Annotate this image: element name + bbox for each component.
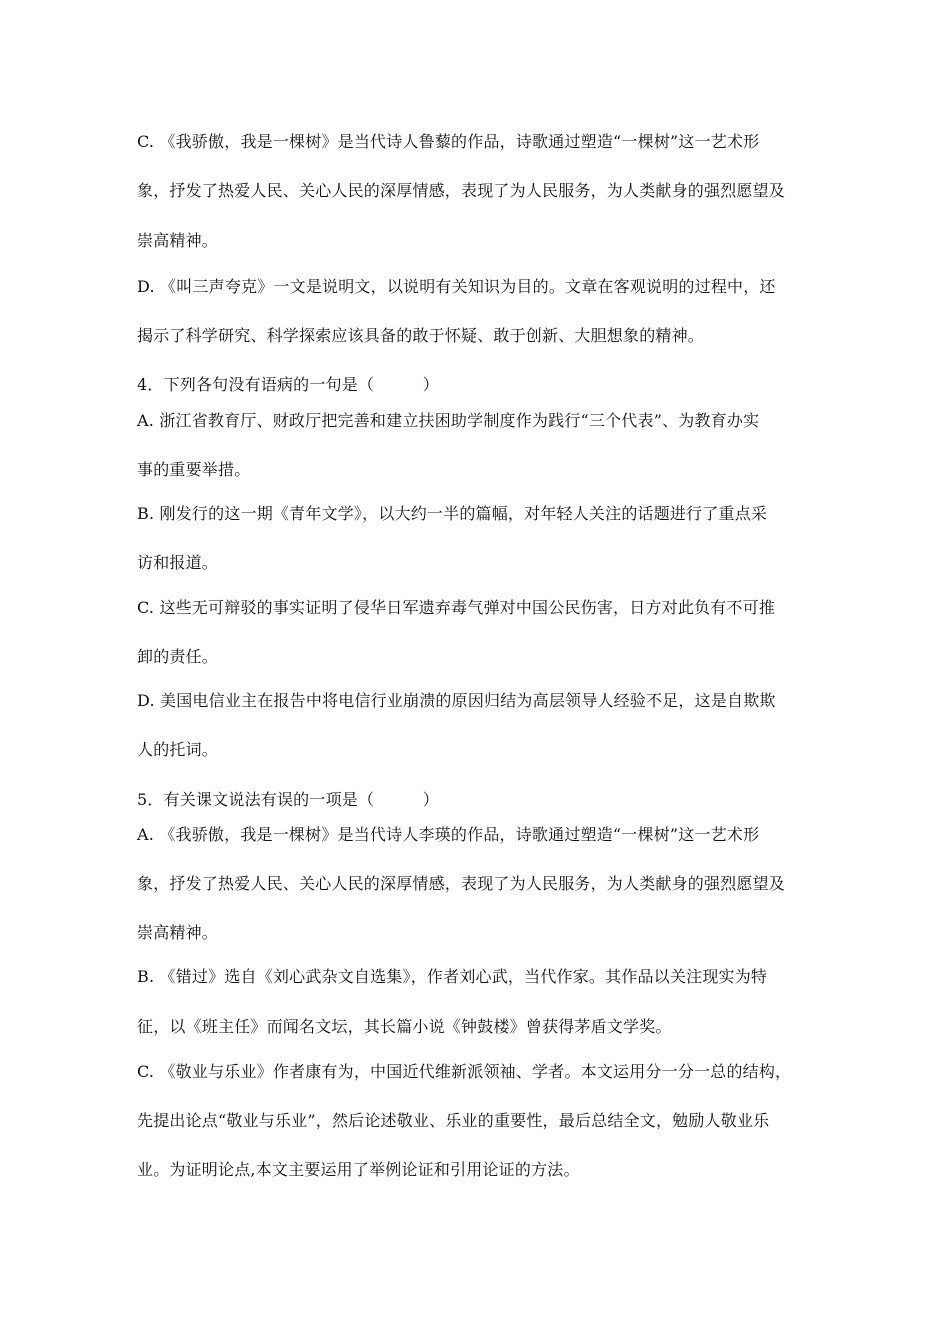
q5-option-c-line-1: C. 《敬业与乐业》作者康有为，中国近代维新派领袖、学者。本文运用分一分一总的结构， <box>137 1062 792 1081</box>
q3-option-c-line-2: 象，抒发了热爱人民、关心人民的深厚情感，表现了为人民服务，为人类献身的强烈愿望及 <box>137 181 786 200</box>
q3-option-c-line-3: 崇高精神。 <box>137 231 219 250</box>
q4-option-b-line-2: 访和报道。 <box>137 553 219 572</box>
q5-option-b-line-2: 征，以《班主任》而闻名文坛，其长篇小说《钟鼓楼》曾获得茅盾文学奖。 <box>137 1017 672 1036</box>
q3-option-d-line-2: 揭示了科学研究、科学探索应该具备的敢于怀疑、敢于创新、大胆想象的精神。 <box>137 326 705 345</box>
q5-option-b-line-1: B. 《错过》选自《刘心武杂文自选集》，作者刘心武，当代作家。其作品以关注现实为特 <box>137 967 768 986</box>
q5-option-c-line-3: 业。为证明论点,本文主要运用了举例论证和引用论证的方法。 <box>137 1160 580 1179</box>
q5-option-a-line-3: 崇高精神。 <box>137 923 219 942</box>
q4-option-a-line-2: 事的重要举措。 <box>137 460 251 479</box>
q4-option-d-line-2: 人的托词。 <box>137 740 219 759</box>
q5-option-c-line-2: 先提出论点“敬业与乐业”，然后论述敬业、乐业的重要性，最后总结全文，勉励人敬业乐 <box>137 1111 770 1130</box>
q4-option-a-line-1: A. 浙江省教育厅、财政厅把完善和建立扶困助学制度作为践行“三个代表”、为教育办实 <box>137 411 760 430</box>
q4-option-d-line-1: D. 美国电信业主在报告中将电信行业崩溃的原因归结为高层领导人经验不足，这是自欺欺 <box>137 691 776 710</box>
q4-option-c-line-2: 卸的责任。 <box>137 647 219 666</box>
question-4-title: 4．下列各句没有语病的一句是（ ） <box>137 375 439 394</box>
q4-option-b-line-1: B. 刚发行的这一期《青年文学》，以大约一半的篇幅，对年轻人关注的话题进行了重点采 <box>137 504 768 523</box>
question-5-title: 5．有关课文说法有误的一项是（ ） <box>137 790 439 809</box>
q4-option-c-line-1: C. 这些无可辩驳的事实证明了侵华日军遗弃毒气弹对中国公民伤害，日方对此负有不可推 <box>137 598 776 617</box>
q5-option-a-line-2: 象，抒发了热爱人民、关心人民的深厚情感，表现了为人民服务，为人类献身的强烈愿望及 <box>137 874 786 893</box>
q3-option-c-line-1: C. 《我骄傲，我是一棵树》是当代诗人鲁藜的作品，诗歌通过塑造“一棵树”这一艺术形 <box>137 132 760 151</box>
q5-option-a-line-1: A. 《我骄傲，我是一棵树》是当代诗人李瑛的作品，诗歌通过塑造“一棵树”这一艺术形 <box>137 825 760 844</box>
q3-option-d-line-1: D. 《叫三声夸克》一文是说明文，以说明有关知识为目的。文章在客观说明的过程中，还 <box>137 277 776 296</box>
